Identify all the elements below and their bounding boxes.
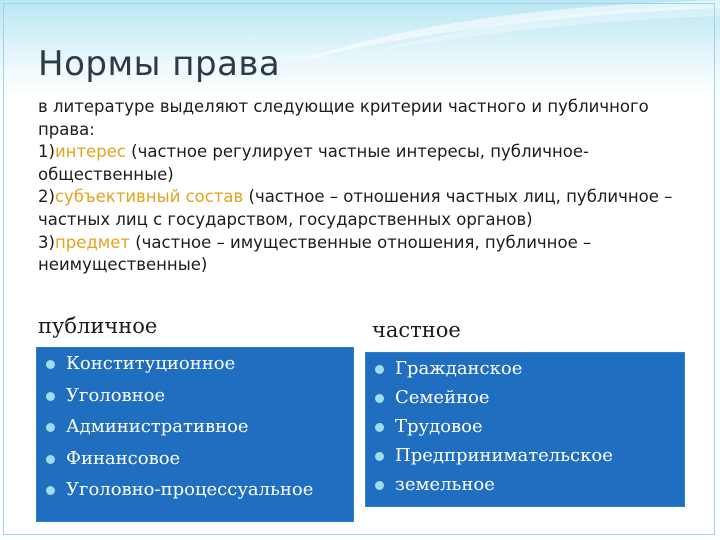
list-item bbox=[37, 413, 353, 445]
criterion-number: 1) bbox=[38, 142, 55, 162]
public-law-box bbox=[36, 347, 354, 522]
list-item bbox=[366, 384, 684, 413]
criterion-number: 3) bbox=[38, 232, 55, 252]
list-item bbox=[37, 350, 353, 382]
criterion-term: интерес bbox=[54, 142, 126, 162]
list-item-label: Семейное bbox=[395, 387, 490, 408]
criteria-text bbox=[38, 96, 698, 277]
intro-text: в литературе выделяют следующие критерии частного и публичного права: bbox=[38, 97, 649, 139]
criterion-term: предмет bbox=[54, 232, 130, 252]
list-item bbox=[366, 442, 684, 471]
list-item bbox=[37, 445, 353, 477]
criterion-number: 2) bbox=[38, 187, 55, 207]
bullet-icon bbox=[375, 365, 384, 374]
bullet-icon bbox=[375, 423, 384, 432]
list-item bbox=[37, 382, 353, 414]
criterion-2 bbox=[38, 186, 698, 231]
list-item bbox=[366, 471, 684, 500]
list-item bbox=[366, 355, 684, 384]
list-item-label: Предпринимательское bbox=[395, 445, 613, 466]
list-item-label: Уголовное bbox=[66, 384, 166, 406]
bullet-icon bbox=[375, 394, 384, 403]
bullet-icon bbox=[375, 481, 384, 490]
list-item bbox=[366, 413, 684, 442]
bullet-icon bbox=[46, 392, 55, 401]
private-law-box bbox=[365, 352, 685, 507]
criterion-description: (частное – имущественные отношения, публичное – неимущественные) bbox=[38, 232, 592, 275]
private-law-list bbox=[366, 353, 684, 500]
criterion-1 bbox=[38, 141, 698, 186]
list-item bbox=[37, 476, 353, 508]
list-item-label: Финансовое bbox=[66, 447, 181, 469]
bullet-icon bbox=[375, 452, 384, 461]
list-item-label: Административное bbox=[66, 416, 249, 437]
bullet-icon bbox=[46, 486, 55, 495]
list-item-label: земельное bbox=[395, 474, 495, 495]
page-title: Нормы права bbox=[38, 44, 281, 84]
bullet-icon bbox=[46, 423, 55, 432]
bullet-icon bbox=[46, 455, 55, 464]
list-item-label: Конституционное bbox=[66, 353, 236, 374]
criterion-description: (частное – отношения частных лиц, публичное – частных лиц с государством, государственных органов) bbox=[38, 187, 673, 229]
criterion-3 bbox=[38, 232, 698, 277]
list-item-label: Уголовно-процессуальное bbox=[66, 479, 314, 500]
public-heading: публичное bbox=[38, 314, 158, 338]
bullet-icon bbox=[46, 360, 55, 369]
list-item-label: Трудовое bbox=[395, 416, 483, 437]
public-law-list bbox=[37, 348, 353, 508]
list-item-label: Гражданское bbox=[395, 358, 523, 379]
private-heading: частное bbox=[372, 318, 461, 342]
criterion-description: (частное регулирует частные интересы, публичное-общественные) bbox=[38, 142, 589, 184]
criterion-term: субъективный состав bbox=[54, 187, 244, 207]
